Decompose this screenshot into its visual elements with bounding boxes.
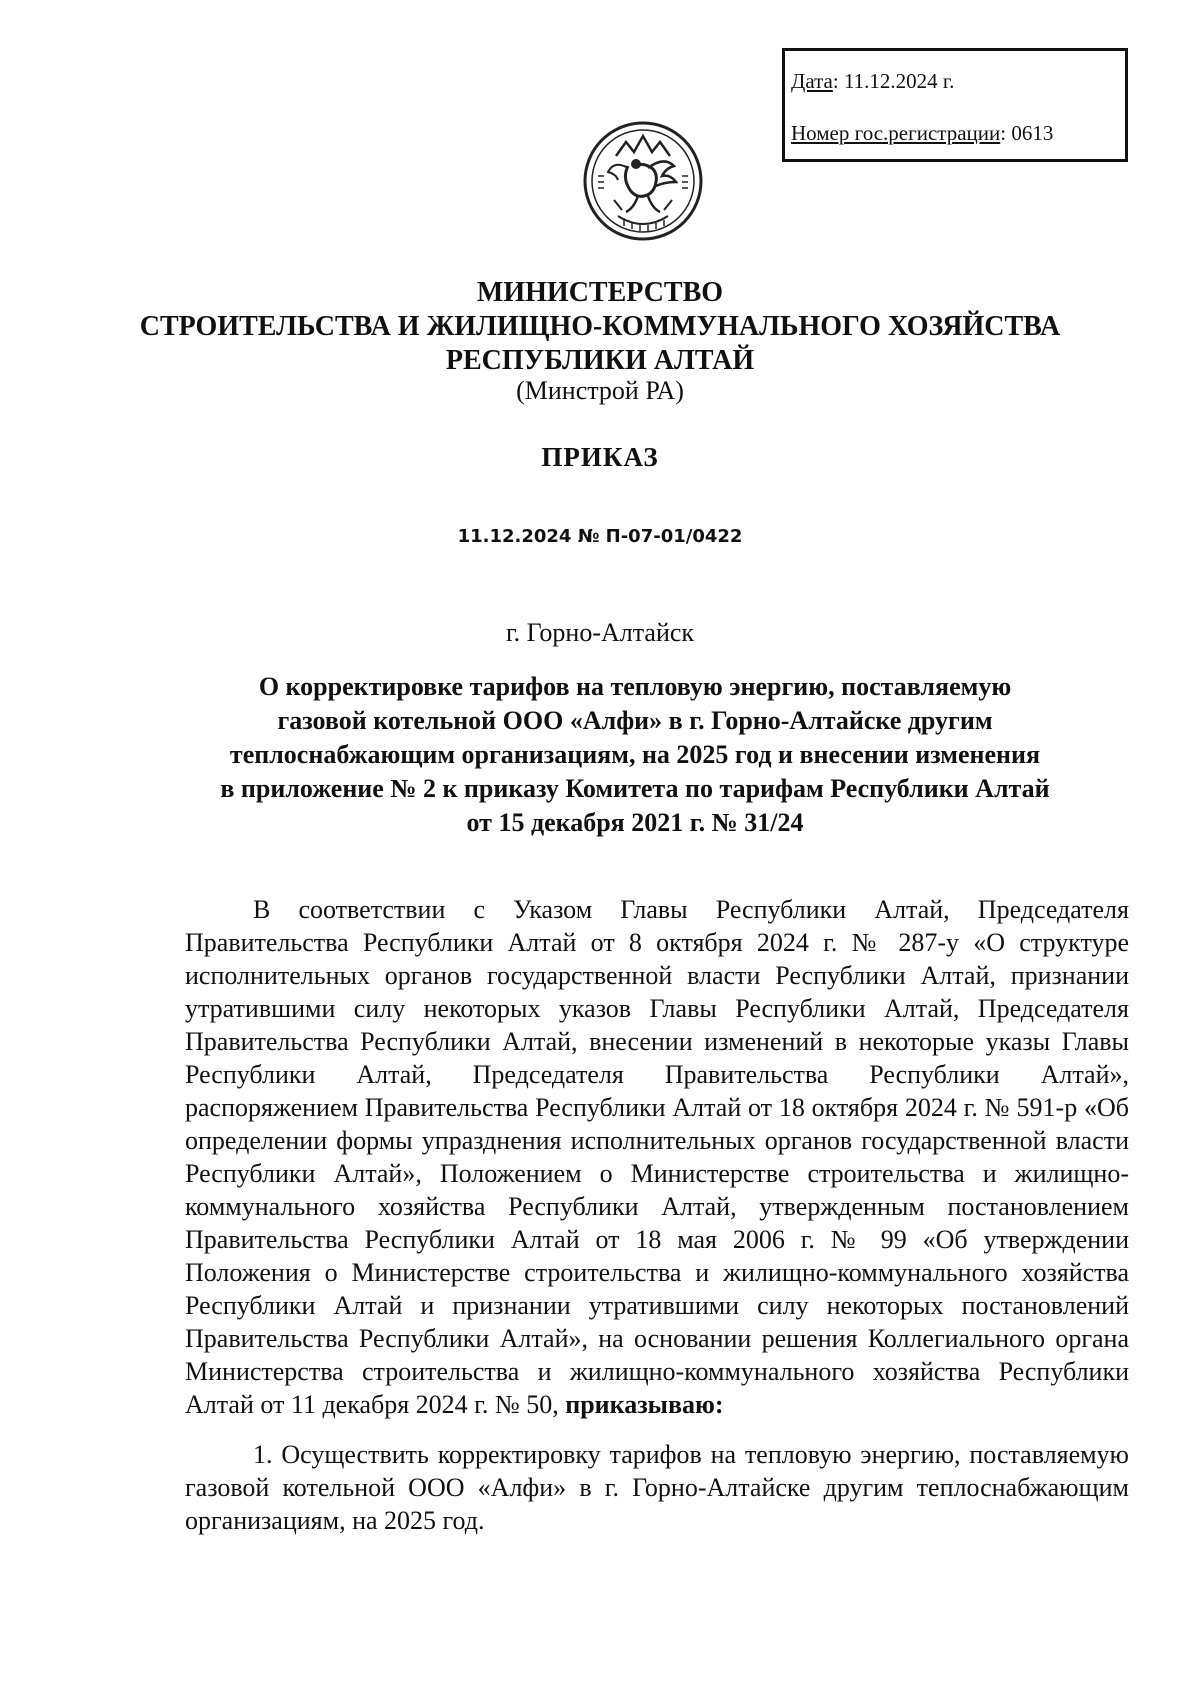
order-number: 11.12.2024 № П-07-01/0422 (457, 526, 743, 547)
ministry-name-line1: МИНИСТЕРСТВО (476, 277, 724, 308)
order-subject-line1: О корректировке тарифов на тепловую энергию, поставляемую (258, 672, 1012, 701)
body-paragraph-1-text: В соответствии с Указом Главы Республики Алтай, Председателя Правительства Республики Алтай от 8 октября 2024 г. № 287-у «О структуре исполнительных органов государственной власти Республики Алтай, признании утратившими силу некоторых указов Главы Республики Алтай, Председателя Правительства Республики Алтай, внесении изменений в некоторые указы Главы Республики Алтай, Председателя Правительства Республики Алтай», распоряжением Правительства Республики Алтай от 18 октября 2024 г. № 591-р «Об определении формы упразднения исполнительных органов государственной власти Республики Алтай», Положением о Министерстве строительства и жилищно-коммунального хозяйства Республики Алтай, утвержденным постановлением Правительства Республики Алтай от 18 мая 2006 г. № 99 «Об утверждении Положения о Министерстве строительства и жилищно-коммунального хозяйства Республики Алтай и признании утратившими силу некоторых постановлений Правительства Республики Алтай», на основании решения Коллегиального органа Министерства строительства и жилищно-коммунального хозяйства Республики Алтай от 11 декабря 2024 г. № 50, (185, 895, 1129, 1419)
body-paragraph-2: 1. Осуществить корректировку тарифов на тепловую энергию, поставляемую газовой котельной ООО «Алфи» в г. Горно-Алтайске другим теплоснабжающим организациям, на 2025 год. (185, 1440, 1129, 1535)
body-paragraph-1 (185, 893, 1129, 1421)
ministry-name (0, 276, 1200, 378)
ministry-name-line3: РЕСПУБЛИКИ АЛТАЙ (445, 345, 755, 376)
altai-republic-coat-of-arms-icon (578, 116, 708, 246)
city: г. Горно-Алтайск (505, 618, 695, 647)
ministry-name-line2: СТРОИТЕЛЬСТВА И ЖИЛИЩНО-КОММУНАЛЬНОГО ХОЗЯЙСТВА (139, 311, 1061, 342)
registration-number (791, 121, 1125, 173)
order-subject (170, 670, 1100, 840)
order-subject-line3: теплоснабжающим организациям, на 2025 год и внесении изменения (229, 740, 1041, 769)
order-subject-line4: в приложение № 2 к приказу Комитета по тарифам Республики Алтай (220, 774, 1050, 803)
ministry-short-name: (Минстрой РА) (516, 376, 684, 405)
registration-number-value: : 0613 (1000, 121, 1054, 145)
registration-number-label: Номер гос.регистрации (791, 121, 1001, 145)
order-subject-line5: от 15 декабря 2021 г. № 31/24 (466, 808, 804, 837)
registration-box (782, 48, 1128, 162)
registration-date-value: : 11.12.2024 г. (832, 69, 955, 93)
order-subject-line2: газовой котельной ООО «Алфи» в г. Горно-Алтайске другим (277, 706, 993, 735)
registration-date (791, 69, 1125, 121)
registration-date-label: Дата (791, 69, 833, 93)
order-title: ПРИКАЗ (541, 442, 659, 472)
body-paragraph-1-emphasis: приказываю: (565, 1390, 724, 1419)
